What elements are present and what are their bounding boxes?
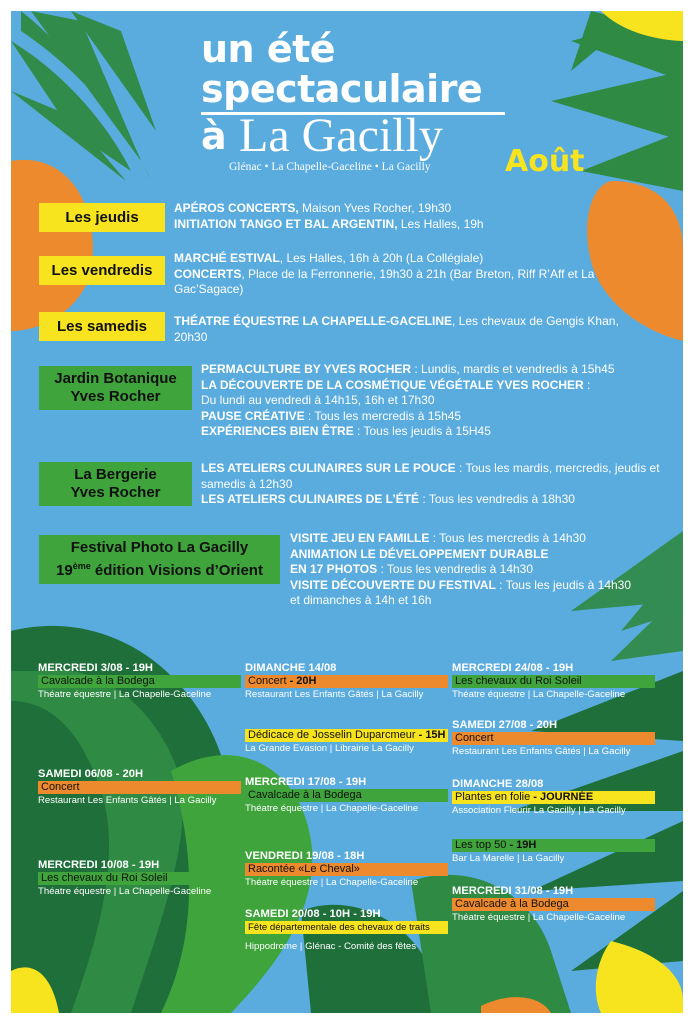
title-line-3-b: La Gacilly <box>239 109 443 162</box>
title-line-1: un été <box>201 27 336 71</box>
event-date: MERCREDI 24/08 - 19H <box>452 662 574 674</box>
label-vendredis: Les vendredis <box>39 256 165 285</box>
event-title: Cavalcade à la Bodega <box>452 898 655 911</box>
title-line-2: spectaculaire <box>201 67 483 111</box>
event-col2-4 <box>245 907 448 953</box>
event-col3-4 <box>452 884 655 924</box>
event-place: Théatre équestre | La Chapelle-Gaceline <box>452 912 626 923</box>
label-la-bergerie: La Bergerie Yves Rocher <box>39 462 192 506</box>
month-label: Août <box>505 144 585 179</box>
event-col3-0 <box>452 661 655 701</box>
event-place: Hippodrome | Glénac - Comité des fêtes <box>245 941 416 952</box>
event-title: Les chevaux du Roi Soleil <box>452 675 655 688</box>
block-jardin-botanique: PERMACULTURE BY YVES ROCHER : Lundis, mardis et vendredis à 15h45 LA DÉCOUVERTE DE LA COSMÉTIQUE VÉGÉTALE YVES ROCHER : Du lundi au vendredi à 14h15, 16h et 17h30 PAUSE CRÉATIVE : Tous les mercredis à 15h45 EXPÉRIENCES BIEN ÊTRE : Tous les jeudis à 15H45 <box>201 362 615 438</box>
event-col1-2 <box>38 858 241 898</box>
subtitle-villages: Glénac • La Chapelle-Gaceline • La Gacilly <box>229 161 431 173</box>
event-title: Concert - 20H <box>245 675 448 688</box>
event-title: Dédicace de Josselin Duparcmeur - 15H <box>245 729 448 742</box>
event-place: Association Fleurir La Gacilly | La Gacilly <box>452 805 626 816</box>
label-jardin-botanique: Jardin Botanique Yves Rocher <box>39 366 192 410</box>
event-col2-0 <box>245 661 448 701</box>
event-title: Les chevaux du Roi Soleil <box>38 872 241 885</box>
event-date: DIMANCHE 14/08 <box>245 662 337 674</box>
event-place: Restaurant Les Enfants Gâtés | La Gacilly <box>38 795 217 806</box>
event-col2-3 <box>245 849 448 889</box>
event-date: MERCREDI 31/08 - 19H <box>452 885 574 897</box>
event-date: SAMEDI 06/08 - 20H <box>38 768 144 780</box>
block-la-bergerie: LES ATELIERS CULINAIRES SUR LE POUCE : Tous les mardis, mercredis, jeudis et samedis à 12h30 LES ATELIERS CULINAIRES DE L’ÉTÉ : Tous les vendredis à 18h30 <box>201 461 660 506</box>
event-title: Concert <box>452 732 655 745</box>
block-samedis: THÉATRE ÉQUESTRE LA CHAPELLE-GACELINE, Les chevaux de Gengis Khan, 20h30 <box>174 314 619 344</box>
event-col1-0 <box>38 661 241 701</box>
event-place: Théatre équestre | La Chapelle-Gaceline <box>38 689 212 700</box>
event-place: La Grande Evasion | Librairie La Gacilly <box>245 743 414 754</box>
block-festival-photo: VISITE JEU EN FAMILLE : Tous les mercredis à 14h30 ANIMATION LE DÉVELOPPEMENT DURABLE EN 17 PHOTOS : Tous les vendredis à 14h30 VISITE DÉCOUVERTE DU FESTIVAL : Tous les jeudis à 14h30 et dimanches à 14h et 16h <box>290 531 632 607</box>
label-samedis: Les samedis <box>39 312 165 341</box>
event-title: Racontée «Le Cheval» <box>245 863 448 876</box>
event-col2-1 <box>245 729 448 755</box>
event-place: Théatre équestre | La Chapelle-Gaceline <box>452 689 626 700</box>
event-title: Cavalcade à la Bodega <box>38 675 241 688</box>
event-place: Théatre équestre | La Chapelle-Gaceline <box>245 877 419 888</box>
event-title: Plantes en folie - JOURNÉE <box>452 791 655 804</box>
event-title: Cavalcade à la Bodega <box>245 789 448 802</box>
block-jeudis: APÉROS CONCERTS, Maison Yves Rocher, 19h30 INITIATION TANGO ET BAL ARGENTIN, Les Halles, 19h <box>174 201 484 231</box>
event-place: Restaurant Les Enfants Gâtés | La Gacilly <box>452 746 631 757</box>
event-date: DIMANCHE 28/08 <box>452 778 544 790</box>
event-title: Fête départementale des chevaux de traits <box>245 921 448 934</box>
event-col3-3 <box>452 839 655 865</box>
event-date: VENDREDI 19/08 - 18H <box>245 850 365 862</box>
event-col1-1 <box>38 767 241 807</box>
event-col3-2 <box>452 777 655 817</box>
block-vendredis: MARCHÉ ESTIVAL, Les Halles, 16h à 20h (La Collégiale) CONCERTS, Place de la Ferronnerie, 19h30 à 21h (Bar Breton, Riff R’Aff et La Gac’Sagace) <box>174 251 595 296</box>
event-date: SAMEDI 27/08 - 20H <box>452 719 558 731</box>
event-date: MERCREDI 10/08 - 19H <box>38 859 160 871</box>
event-title: Les top 50 - 19H <box>452 839 655 852</box>
event-place: Restaurant Les Enfants Gâtés | La Gacilly <box>245 689 424 700</box>
title-line-3-a: à <box>201 114 227 158</box>
event-place: Bar La Marelle | La Gacilly <box>452 853 565 864</box>
label-jeudis: Les jeudis <box>39 203 165 232</box>
event-place: Théatre équestre | La Chapelle-Gaceline <box>245 803 419 814</box>
event-date: MERCREDI 3/08 - 19H <box>38 662 154 674</box>
event-date: MERCREDI 17/08 - 19H <box>245 776 367 788</box>
event-col3-1 <box>452 718 655 758</box>
event-date: SAMEDI 20/08 - 10H - 19H <box>245 908 381 920</box>
label-festival-photo: Festival Photo La Gacilly 19ème édition Visions d’Orient <box>39 535 280 584</box>
poster <box>11 11 683 1013</box>
event-title: Concert <box>38 781 241 794</box>
event-col2-2 <box>245 775 448 815</box>
event-place: Théatre équestre | La Chapelle-Gaceline <box>38 886 212 897</box>
